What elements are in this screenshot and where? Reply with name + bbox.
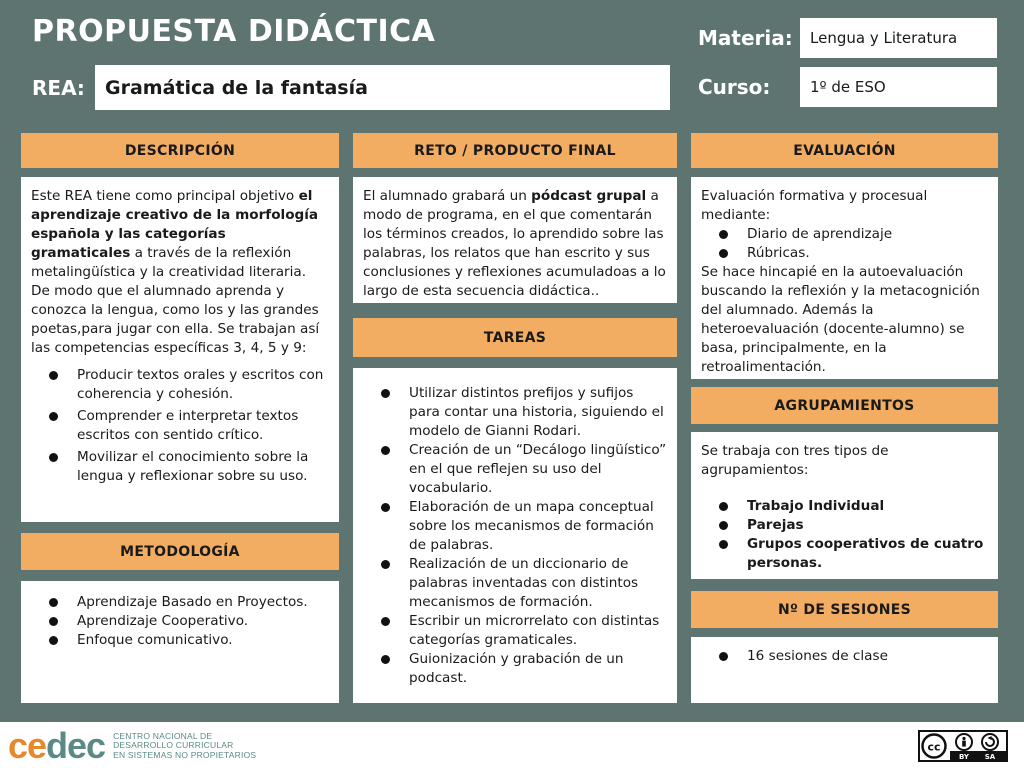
curso-field: [800, 67, 997, 107]
rea-value: Gramática de la fantasía: [105, 76, 368, 99]
competencias-list: [31, 366, 329, 486]
evaluacion-panel: [691, 177, 998, 379]
list-item: Parejas: [701, 516, 988, 535]
list-item: 16 sesiones de clase: [701, 647, 988, 666]
sesiones-heading: Nº DE SESIONES: [691, 591, 998, 628]
svg-text:SA: SA: [984, 753, 996, 760]
list-item: Creación de un “Decálogo lingüístico” en el que reflejen su uso del vocabulario.: [363, 441, 667, 498]
list-item: Escribir un microrrelato con distintas categorías gramaticales.: [363, 612, 667, 650]
evaluacion-list: [701, 225, 988, 263]
materia-label: Materia:: [698, 26, 793, 50]
reto-text: El alumnado grabará un pódcast grupal a modo de programa, en el que comentarán los términos creados, lo aprendido sobre las palabras, los relatos que han escrito y sus conclusiones y reflexiones acumuladoas a lo largo de esta secuencia didáctica..: [363, 188, 666, 299]
rea-field: [95, 65, 670, 110]
page-title: PROPUESTA DIDÁCTICA: [32, 14, 436, 49]
agrupamientos-panel: [691, 432, 998, 579]
list-item: Aprendizaje Basado en Proyectos.: [31, 593, 329, 612]
cedec-logo: [8, 726, 256, 766]
reto-panel: [353, 177, 677, 303]
list-item: Aprendizaje Cooperativo.: [31, 612, 329, 631]
cc-license-badge: [918, 730, 1008, 762]
agrupamientos-heading: AGRUPAMIENTOS: [691, 387, 998, 424]
rea-label: REA:: [32, 76, 85, 100]
list-item: Diario de aprendizaje: [701, 225, 988, 244]
metodologia-heading: METODOLOGÍA: [21, 533, 339, 570]
svg-text:BY: BY: [958, 753, 970, 760]
agrupamientos-intro: Se trabaja con tres tipos de agrupamientos:: [701, 443, 889, 478]
list-item: Guionización y grabación de un podcast.: [363, 650, 667, 688]
list-item: Grupos cooperativos de cuatro personas.: [701, 535, 988, 573]
evaluacion-outro: Se hace hincapié en la autoevaluación buscando la reflexión y la metacognición del alumnado. Además la heteroevaluación (docente-alumno) se basa, principalmente, en la retroalimentación.: [701, 264, 980, 375]
list-item: Elaboración de un mapa conceptual sobre los mecanismos de formación de palabras.: [363, 498, 667, 555]
cc-by-sa-icon: [920, 732, 1006, 760]
reto-heading: RETO / PRODUCTO FINAL: [353, 133, 677, 168]
descripcion-panel: [21, 177, 339, 522]
materia-value: Lengua y Literatura: [810, 29, 958, 47]
curso-label: Curso:: [698, 75, 771, 99]
agrupamientos-list: [701, 497, 988, 573]
svg-text:cc: cc: [927, 740, 941, 754]
sesiones-list: [701, 647, 988, 666]
tareas-list: [363, 384, 667, 688]
list-item: Comprender e interpretar textos escritos con sentido crítico.: [31, 407, 329, 445]
metodologia-list: [31, 593, 329, 650]
evaluacion-intro: Evaluación formativa y procesual mediante:: [701, 188, 928, 223]
list-item: Producir textos orales y escritos con coherencia y cohesión.: [31, 366, 329, 404]
descripcion-text: Este REA tiene como principal objetivo el aprendizaje creativo de la morfología española y las categorías gramaticales a través de la reflexión metalingüística y la creatividad literaria. De modo que el alumnado aprenda y conozca la lengua, como los y las grandes poetas,para jugar con ella. Se trabajan así las competencias específicas 3, 4, 5 y 9:: [31, 188, 320, 356]
list-item: Enfoque comunicativo.: [31, 631, 329, 650]
list-item: Utilizar distintos prefijos y sufijos para contar una historia, siguiendo el modelo de Gianni Rodari.: [363, 384, 667, 441]
cedec-subtitle: CENTRO NACIONAL DE DESARROLLO CURRICULAR EN SISTEMAS NO PROPIETARIOS: [113, 730, 257, 760]
sesiones-panel: [691, 637, 998, 703]
list-item: Realización de un diccionario de palabras inventadas con distintos mecanismos de formación.: [363, 555, 667, 612]
list-item: Rúbricas.: [701, 244, 988, 263]
list-item: Trabajo Individual: [701, 497, 988, 516]
descripcion-heading: DESCRIPCIÓN: [21, 133, 339, 168]
tareas-panel: [353, 368, 677, 703]
list-item: Movilizar el conocimiento sobre la lengua y reflexionar sobre su uso.: [31, 448, 329, 486]
tareas-heading: TAREAS: [353, 318, 677, 357]
cedec-wordmark: cedec: [8, 725, 106, 766]
materia-field: [800, 18, 997, 58]
metodologia-panel: [21, 581, 339, 703]
curso-value: 1º de ESO: [810, 78, 886, 96]
evaluacion-heading: EVALUACIÓN: [691, 133, 998, 168]
